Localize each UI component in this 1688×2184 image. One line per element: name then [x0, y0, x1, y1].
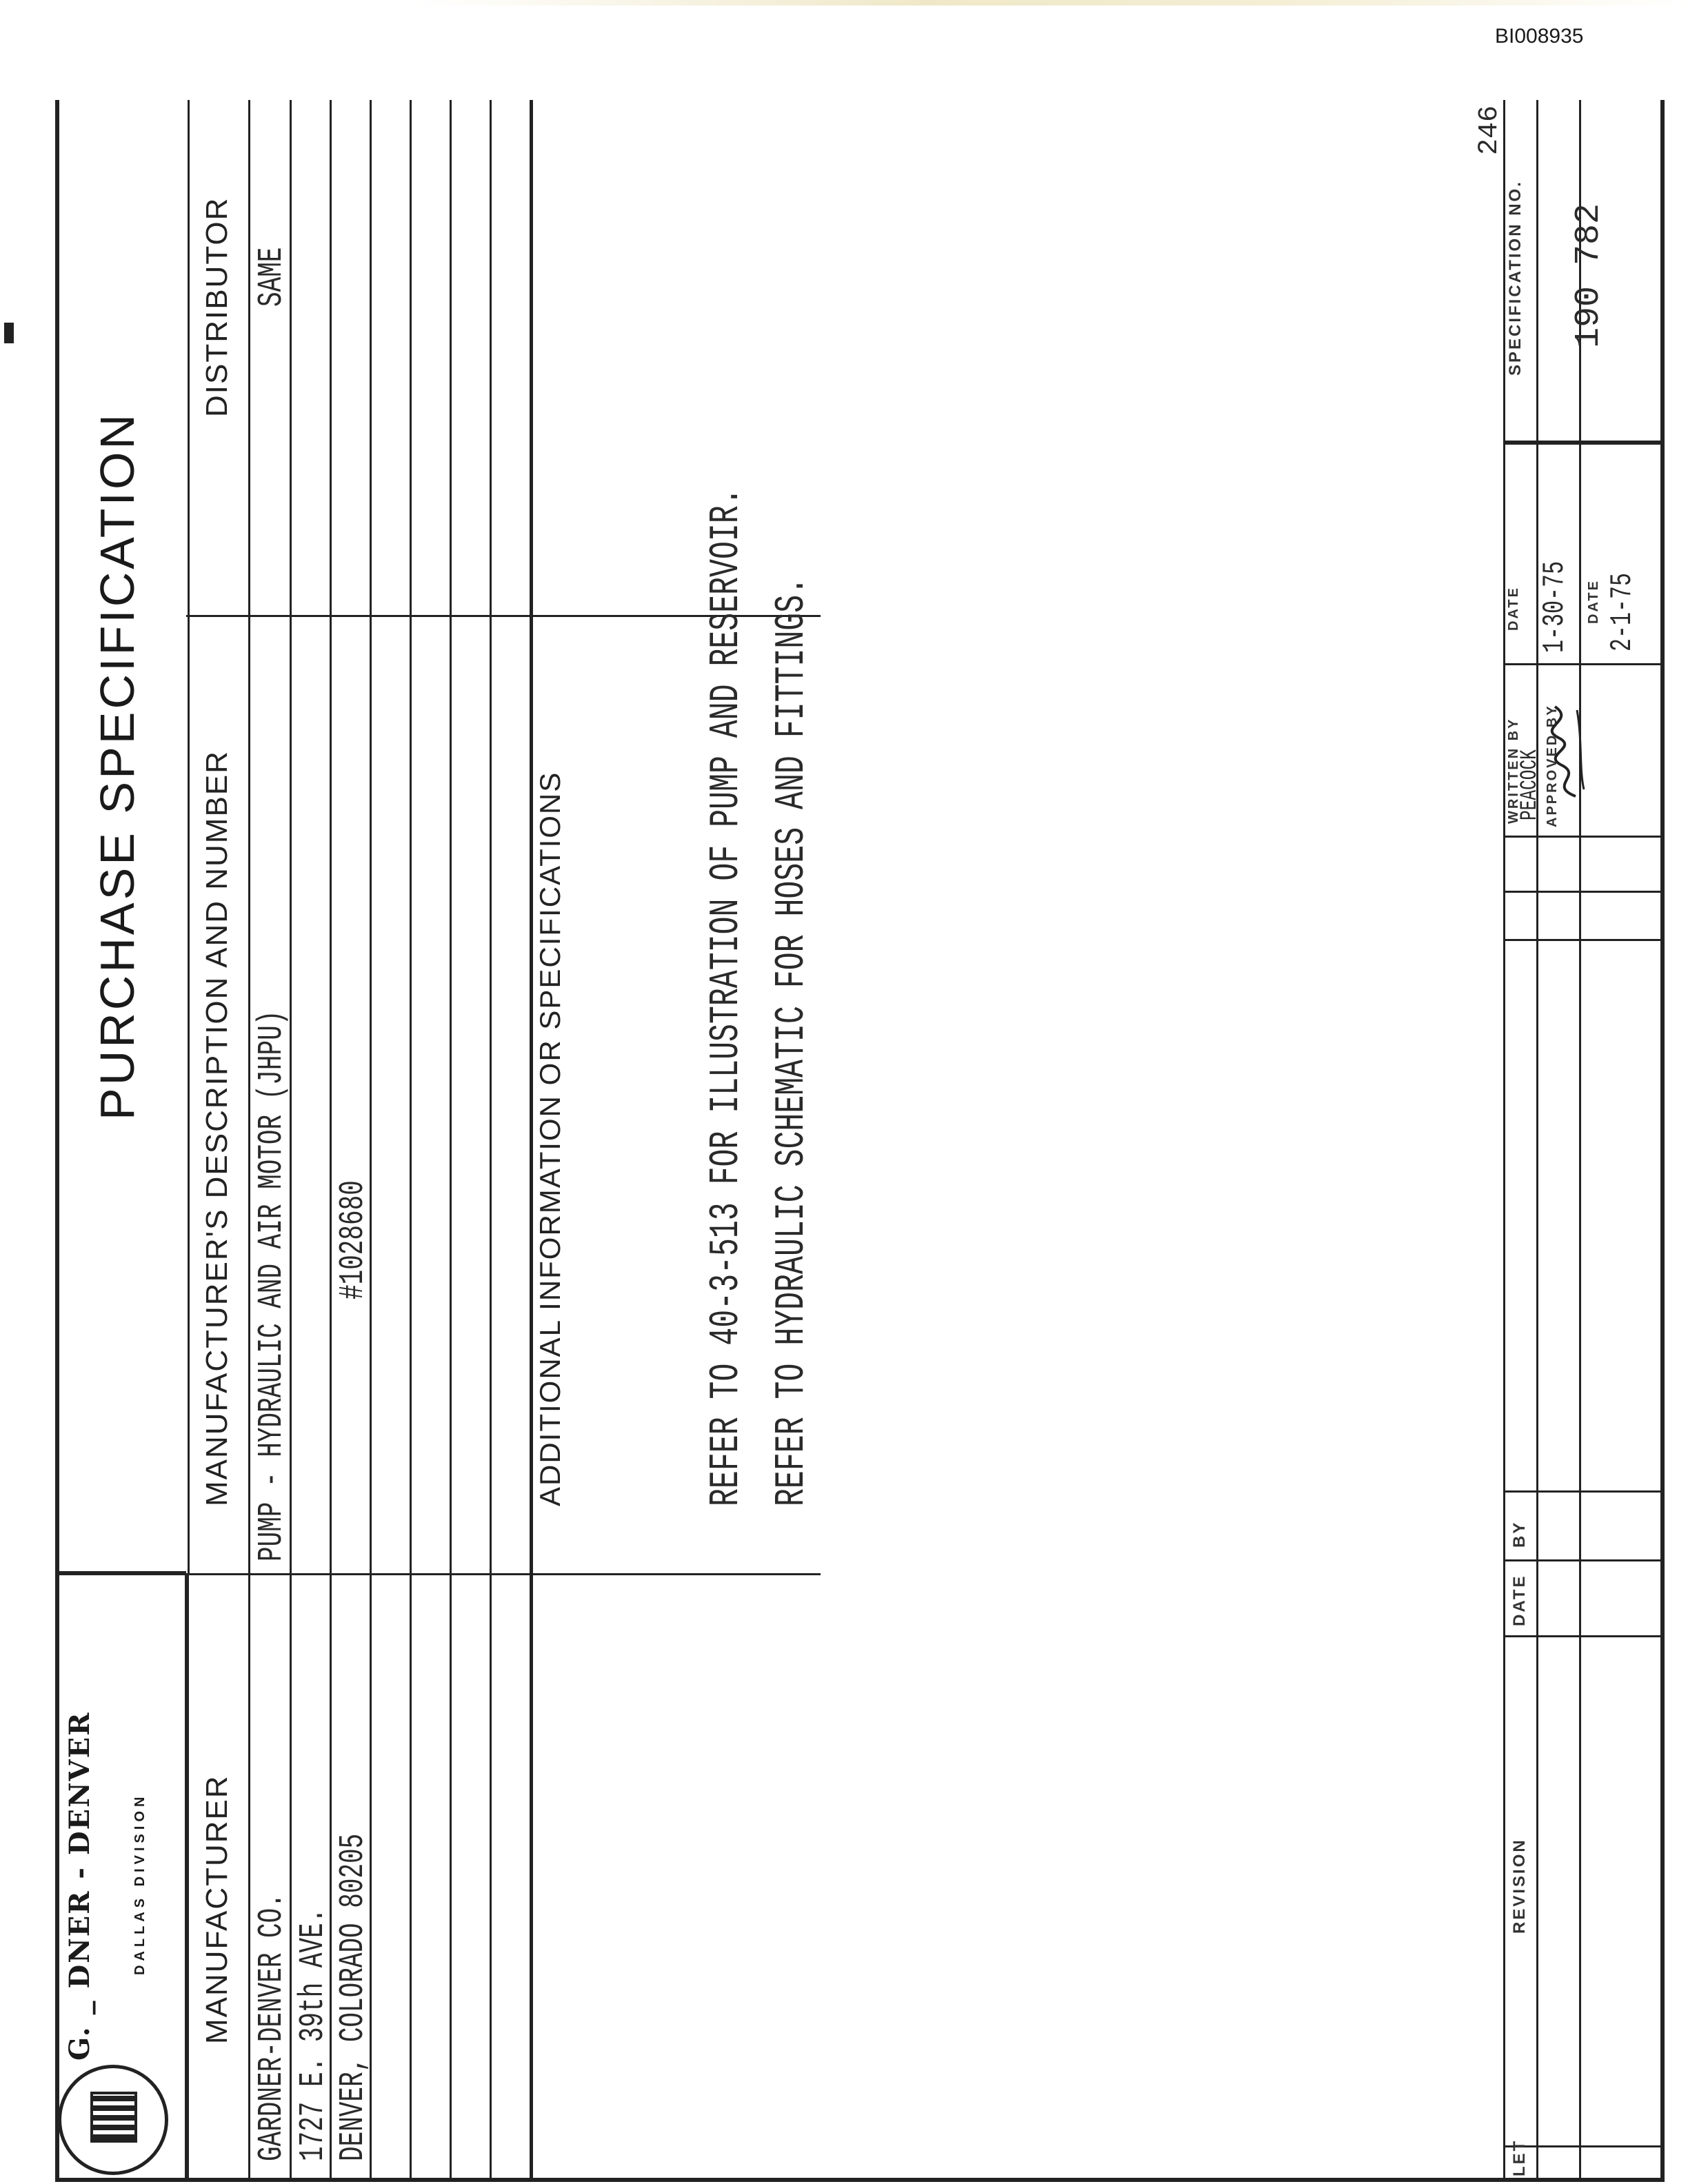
- column-divider-manufacturer: [186, 1573, 821, 1575]
- form-left-border: [55, 2178, 1662, 2182]
- approved-date-value: 2-1-75: [1605, 572, 1640, 651]
- additional-info-line-1: REFER TO 40-3-513 FOR ILLUSTRATION OF PUMP AND RESERVOIR.: [703, 487, 750, 1506]
- let-label: LET: [1510, 2138, 1529, 2176]
- form-top-border: [55, 100, 59, 2182]
- additional-info-line-2: REFER TO HYDRAULIC SCHEMATIC FOR HOSES AND FITTINGS.: [769, 576, 816, 1506]
- header-divider: [188, 100, 190, 1575]
- scan-edge-shading: [414, 0, 1688, 6]
- specification-number: 190 782: [1569, 203, 1609, 348]
- written-by-value: PEACOCK: [1517, 749, 1543, 820]
- purchase-specification-form: [55, 100, 1662, 2182]
- division-name: DALLAS DIVISION: [132, 1792, 148, 1975]
- manufacturer-line-1: GARDNER-DENVER CO.: [252, 1893, 292, 2161]
- header-divider-left: [185, 1575, 189, 2182]
- part-number: #1028680: [334, 1180, 373, 1300]
- form-right-border: [1660, 100, 1665, 2182]
- column-header-divider: [248, 100, 250, 2182]
- revision-date-label: DATE: [1510, 1574, 1529, 1626]
- revision-by-label: BY: [1510, 1520, 1529, 1548]
- scan-mark: [4, 323, 14, 343]
- manufacturer-line-2: 1727 E. 39th AVE.: [294, 1908, 333, 2161]
- written-date-value: 1-30-75: [1538, 560, 1572, 653]
- seal-emblem-icon: [90, 2092, 137, 2143]
- company-name: G. _ DNER - DENVER: [63, 1711, 96, 2061]
- column-header-distributor: DISTRIBUTOR: [200, 196, 234, 417]
- approver-signature: [1541, 700, 1589, 803]
- specification-number-label: SPECIFICATION NO.: [1506, 180, 1525, 376]
- distributor-value: SAME: [252, 247, 292, 307]
- description-line-1: PUMP - HYDRAULIC AND AIR MOTOR (JHPU): [252, 1010, 292, 1561]
- written-date-label: DATE: [1506, 586, 1521, 631]
- form-title: PURCHASE SPECIFICATION: [90, 412, 144, 1120]
- revision-label: REVISION: [1510, 1838, 1529, 1934]
- manufacturer-line-3: DENVER, COLORADO 80205: [334, 1833, 373, 2161]
- column-header-description: MANUFACTURER'S DESCRIPTION AND NUMBER: [200, 750, 234, 1506]
- additional-info-heading: ADDITIONAL INFORMATION OR SPECIFICATIONS: [534, 771, 566, 1506]
- approved-by-label: APPROVED BY: [1545, 704, 1560, 827]
- company-seal-logo: [58, 2065, 168, 2175]
- column-header-manufacturer: MANUFACTURER: [200, 1775, 234, 2044]
- additional-divider: [531, 100, 533, 2182]
- page-mark: 246: [1474, 105, 1505, 155]
- footer-top-line: [1503, 100, 1505, 2182]
- document-id: BI008935: [1495, 25, 1584, 48]
- approved-date-label: DATE: [1586, 579, 1601, 624]
- written-by-label: WRITTEN BY: [1506, 717, 1521, 824]
